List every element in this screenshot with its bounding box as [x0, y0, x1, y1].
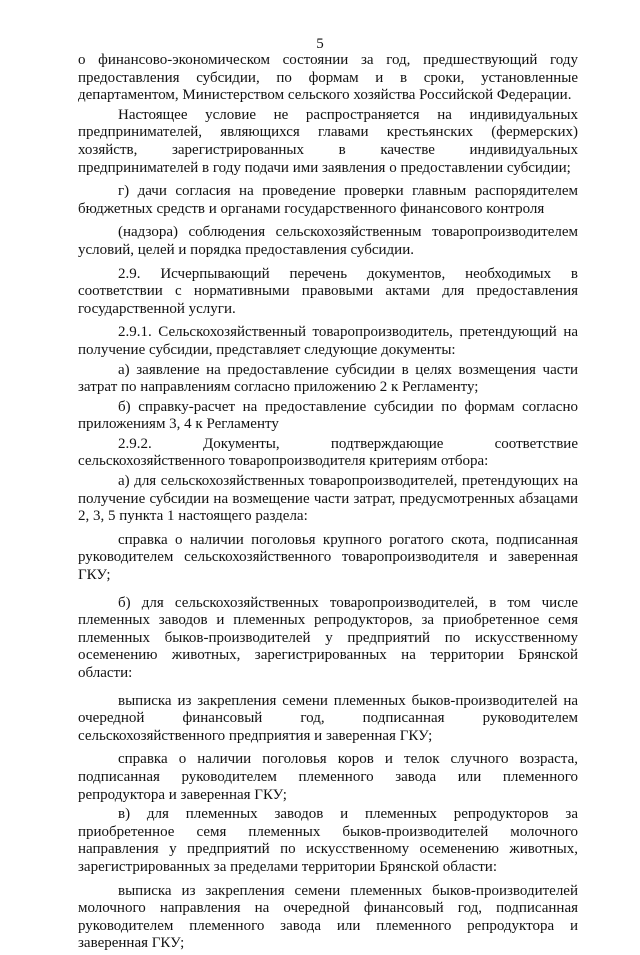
paragraph-supervision-compliance: (надзора) соблюдения сельскохозяйственным товаропроизводителем условий, целей и порядка предоставления субсидии.: [78, 224, 578, 258]
paragraph-dairy-semen-extract: выписка из закрепления семени племенных быков-производителей молочного направления на очередной финансовый год, подписанная руководителем племенного завода или племенного репродуктора и заверенная ГКУ;: [78, 882, 578, 952]
paragraph-consent-inspection: г) дачи согласия на проведение проверки главным распорядителем бюджетных средств и органами государственного финансового контроля: [78, 183, 578, 217]
paragraph-semen-extract: выписка из закрепления семени племенных быков-производителей на очередной финансовый год, подписанная руководителем сельскохозяйственного предприятия и заверенная ГКУ;: [78, 692, 578, 744]
paragraph-financial-state: о финансово-экономическом состоянии за год, предшествующий году предоставления субсидии, по формам и в сроки, установленные департаментом, Министерством сельского хозяйства Российской Федерации.: [78, 52, 578, 104]
paragraph-item-a-application: а) заявление на предоставление субсидии в целях возмещения части затрат по направлениям согласно приложению 2 к Регламенту;: [78, 361, 578, 396]
paragraph-item-b-calculation: б) справку-расчет на предоставление субсидии по формам согласно приложениям 3, 4 к Регламенту: [78, 398, 578, 433]
paragraph-item-a-producers: а) для сельскохозяйственных товаропроизводителей, претендующих на получение субсидии на возмещение части затрат, предусмотренных абзацами 2, 3, 5 пункта 1 настоящего раздела:: [78, 473, 578, 525]
paragraph-item-v-dairy: в) для племенных заводов и племенных репродукторов за приобретенное семя племенных быков-производителей молочного направления у предприятий по искусственному осеменению животных, зарегистрированных за пределами территории Брянской области:: [78, 806, 578, 875]
paragraph-cows-certificate: справка о наличии поголовья коров и телок случного возраста, подписанная руководителем племенного завода или племенного репродуктора и заверенная ГКУ;: [78, 751, 578, 803]
paragraph-condition-exception: Настоящее условие не распространяется на индивидуальных предпринимателей, являющихся главами крестьянских (фермерских) хозяйств, зарегистрированных в качестве индивидуальных предпринимателей в году подачи ими заявления о предоставлении субсидии;: [78, 106, 578, 176]
document-body: [78, 52, 578, 955]
paragraph-section-2-9: 2.9. Исчерпывающий перечень документов, необходимых в соответствии с нормативными правовыми актами для предоставления государственной услуги.: [78, 265, 578, 317]
paragraph-item-b-breeding: б) для сельскохозяйственных товаропроизводителей, в том числе племенных заводов и племенных репродукторов, за приобретенное семя племенных быков-производителей у предприятий по искусственному осеменению животных, зарегистрированных на территории Брянской области:: [78, 594, 578, 681]
paragraph-cattle-certificate: справка о наличии поголовья крупного рогатого скота, подписанная руководителем сельскохозяйственного товаропроизводителя и заверенная ГКУ;: [78, 531, 578, 584]
paragraph-section-2-9-1: 2.9.1. Сельскохозяйственный товаропроизводитель, претендующий на получение субсидии, представляет следующие документы:: [78, 324, 578, 358]
page-number: 5: [316, 36, 324, 52]
paragraph-section-2-9-2: 2.9.2. Документы, подтверждающие соответствие сельскохозяйственного товаропроизводителя критериям отбора:: [78, 435, 578, 470]
